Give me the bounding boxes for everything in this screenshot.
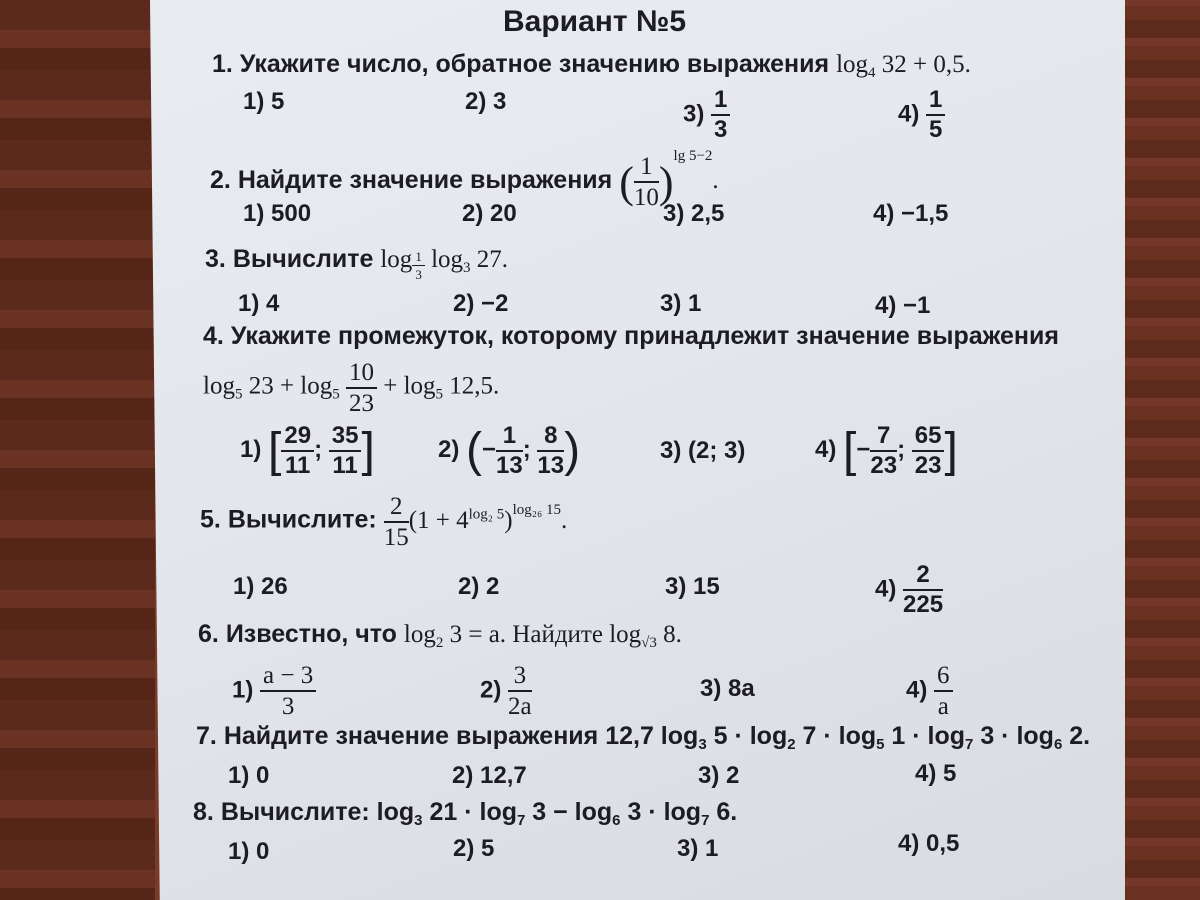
q8-answer-3: 3) 1 bbox=[677, 835, 719, 862]
question-6: 6. Известно, что $\log_2 3 = a$. Найдите $\log_{√3} 8$. bbox=[198, 620, 682, 651]
q6-answer-3: 3) 8a bbox=[700, 675, 755, 702]
question-3: 3. Вычислите log $\frac{1}{3}$ $\log_3 27$. bbox=[205, 245, 509, 282]
q5-answer-1: 1) 26 bbox=[233, 573, 288, 600]
question-text: Укажите число, обратное значению выражения bbox=[239, 50, 830, 78]
q4-answer-3: 3) (2; 3) bbox=[660, 437, 746, 464]
q7-answer-2: 2) 12,7 bbox=[452, 762, 527, 789]
q5-answer-2: 2) 2 bbox=[458, 573, 500, 600]
q6-answer-1: 1) $\frac{a - 3}{3}$ bbox=[232, 663, 316, 719]
q1-answer-2: 2) 3 bbox=[465, 88, 507, 115]
q7-answer-1: 1) 0 bbox=[228, 762, 270, 789]
q2-answer-3: 3) 2,5 bbox=[663, 200, 725, 227]
question-4-expression: $\log_5 23 + \log_5$ $\frac{10}{23}$ + $\log_5 12,5$. bbox=[203, 359, 500, 417]
q3-answer-1: 1) 4 bbox=[238, 290, 280, 317]
q2-answer-1: 1) 500 bbox=[243, 200, 312, 227]
q7-answer-3: 3) 2 bbox=[698, 762, 740, 789]
q6-answer-4: 4) $\frac{6}{a}$ bbox=[906, 663, 953, 719]
wooden-desk-left bbox=[0, 0, 155, 900]
q7-answer-4: 4) 5 bbox=[915, 760, 957, 787]
q5-answer-4: 4) $\frac{2}{225}$ bbox=[875, 561, 944, 618]
question-number: 1. bbox=[212, 50, 233, 78]
question-8: 8. Вычислите: $\log_3 21 \cdot \log_7 3 - \log_6 3 \cdot \log_7 6$. bbox=[193, 798, 738, 829]
q8-answer-4: 4) 0,5 bbox=[898, 830, 960, 857]
q3-answer-4: 4) −1 bbox=[875, 292, 931, 319]
q3-answer-2: 2) −2 bbox=[453, 290, 509, 317]
question-5: 5. Вычислите: $\frac{2}{15}$ $(1 + 4^{log_2 5})^{log_{26} 15}$. bbox=[200, 493, 568, 551]
q1-answer-3: 3) $\frac{1}{3}$ bbox=[683, 88, 730, 142]
q1-answer-4: 4) $\frac{1}{5}$ bbox=[898, 88, 945, 142]
q3-answer-3: 3) 1 bbox=[660, 290, 702, 317]
q4-answer-1: 1) [ $\frac{29}{11}$ ; $\frac{35}{11}$ ] bbox=[240, 421, 375, 479]
q8-answer-1: 1) 0 bbox=[228, 838, 270, 865]
q4-answer-4: 4) [− $\frac{7}{23}$ ; $\frac{65}{23}$ ] bbox=[815, 421, 958, 479]
q2-answer-4: 4) −1,5 bbox=[873, 200, 949, 227]
q6-answer-2: 2) $\frac{3}{2a}$ bbox=[480, 662, 532, 720]
q8-answer-2: 2) 5 bbox=[453, 835, 495, 862]
question-7: 7. Найдите значение выражения 12,7 $\log_3 5 \cdot \log_2 7 \cdot \log_5 1 \cdot \log_7 3 \cdot \log_6 2$. bbox=[196, 722, 1091, 753]
q1-answer-1: 1) 5 bbox=[243, 88, 285, 115]
question-1: 1. Укажите число, обратное значению выражения $\log_4 32 + 0,5$. bbox=[212, 50, 971, 81]
question-4: 4. Укажите промежуток, которому принадлежит значение выражения bbox=[203, 322, 1059, 350]
variant-title: Вариант №5 bbox=[503, 5, 687, 38]
q4-answer-2: 2) (− $\frac{1}{13}$ ; $\frac{8}{13}$ ) bbox=[438, 421, 581, 479]
wooden-desk-right bbox=[1120, 0, 1200, 900]
question-2: 2. Найдите значение выражения ( $\frac{1}{10}$ )$^{lg 5-2}$. bbox=[210, 148, 719, 212]
q5-answer-3: 3) 15 bbox=[665, 573, 720, 600]
q2-answer-2: 2) 20 bbox=[462, 200, 517, 227]
